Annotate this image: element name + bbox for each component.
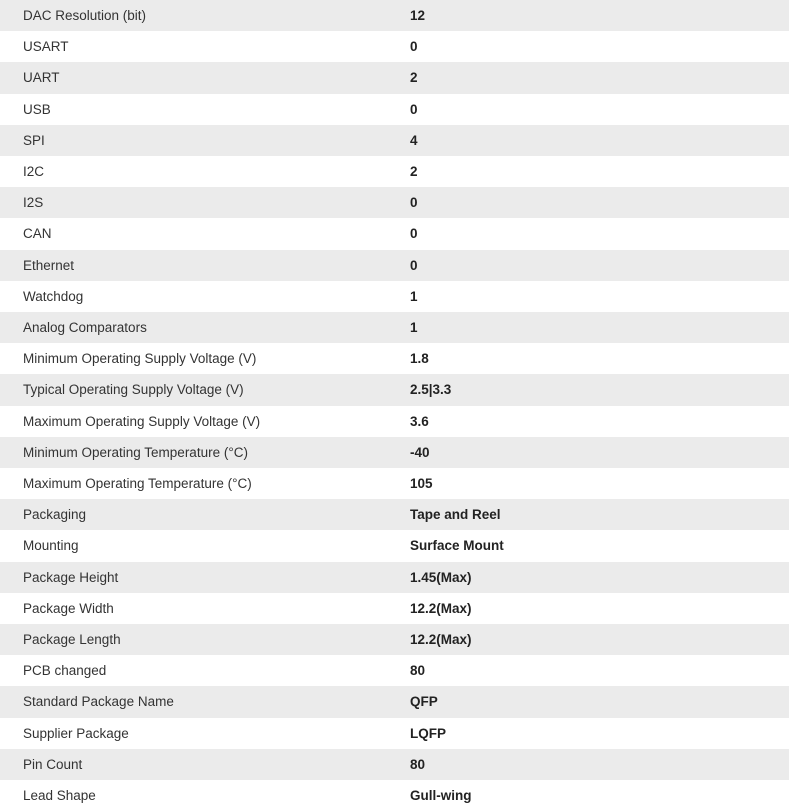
spec-value: 80 xyxy=(410,663,426,679)
spec-row-pcb-changed xyxy=(0,655,789,686)
spec-row-i2s xyxy=(0,187,789,218)
spec-label: USART xyxy=(23,39,69,55)
spec-row-package-length xyxy=(0,624,789,655)
spec-label: Analog Comparators xyxy=(23,320,147,336)
spec-label: Minimum Operating Supply Voltage (V) xyxy=(23,351,257,367)
spec-row-watchdog xyxy=(0,281,789,312)
spec-row-package-width xyxy=(0,593,789,624)
spec-row-typical-supply-voltage xyxy=(0,374,789,405)
spec-value: -40 xyxy=(410,444,430,460)
spec-row-uart xyxy=(0,62,789,93)
spec-value: Tape and Reel xyxy=(410,507,501,523)
spec-label: DAC Resolution (bit) xyxy=(23,8,147,23)
spec-label: I2C xyxy=(23,164,45,180)
spec-label: Ethernet xyxy=(23,257,75,273)
spec-row-analog-comparators xyxy=(0,312,789,343)
spec-value: 12.2(Max) xyxy=(410,600,472,616)
spec-label: PCB changed xyxy=(23,663,107,679)
spec-value: Gull-wing xyxy=(410,788,472,804)
spec-row-mounting xyxy=(0,530,789,561)
spec-label: Watchdog xyxy=(23,288,84,304)
spec-label: Minimum Operating Temperature (°C) xyxy=(23,444,248,460)
spec-label: Maximum Operating Supply Voltage (V) xyxy=(23,413,261,429)
spec-value: 4 xyxy=(410,132,418,148)
spec-label: Mounting xyxy=(23,538,79,554)
spec-row-spi xyxy=(0,125,789,156)
spec-row-dac-resolution xyxy=(0,0,789,31)
spec-value: 2 xyxy=(410,70,418,86)
spec-value: LQFP xyxy=(410,725,446,741)
spec-label: SPI xyxy=(23,132,45,148)
spec-label: Typical Operating Supply Voltage (V) xyxy=(23,382,244,398)
spec-row-pin-count xyxy=(0,749,789,780)
spec-row-min-operating-temp xyxy=(0,437,789,468)
spec-row-i2c xyxy=(0,156,789,187)
spec-value: 1.8 xyxy=(410,351,429,367)
spec-label: Package Height xyxy=(23,569,119,585)
spec-value: 0 xyxy=(410,195,418,211)
spec-label: Package Width xyxy=(23,600,114,616)
spec-value: 1 xyxy=(410,288,418,304)
spec-label: Supplier Package xyxy=(23,725,129,741)
spec-value: QFP xyxy=(410,694,438,710)
spec-row-max-operating-temp xyxy=(0,468,789,499)
spec-row-can xyxy=(0,218,789,249)
spec-value: Surface Mount xyxy=(410,538,504,554)
spec-value: 12 xyxy=(410,8,426,23)
spec-label: Pin Count xyxy=(23,756,83,772)
spec-label: Maximum Operating Temperature (°C) xyxy=(23,476,252,492)
spec-value: 1 xyxy=(410,320,418,336)
spec-value: 12.2(Max) xyxy=(410,632,472,648)
spec-row-ethernet xyxy=(0,250,789,281)
spec-value: 2.5|3.3 xyxy=(410,382,452,398)
spec-value: 0 xyxy=(410,101,418,117)
spec-value: 3.6 xyxy=(410,413,429,429)
spec-row-supplier-package xyxy=(0,718,789,749)
spec-row-lead-shape xyxy=(0,780,789,811)
spec-label: I2S xyxy=(23,195,44,211)
spec-label: USB xyxy=(23,101,51,117)
spec-row-package-height xyxy=(0,562,789,593)
spec-label: UART xyxy=(23,70,60,86)
spec-value: 80 xyxy=(410,756,426,772)
spec-value: 105 xyxy=(410,476,433,492)
spec-row-usb xyxy=(0,94,789,125)
spec-label: Packaging xyxy=(23,507,87,523)
spec-row-packaging xyxy=(0,499,789,530)
spec-row-max-supply-voltage xyxy=(0,406,789,437)
spec-value: 2 xyxy=(410,164,418,180)
spec-value: 0 xyxy=(410,226,418,242)
spec-label: CAN xyxy=(23,226,52,242)
spec-value: 0 xyxy=(410,257,418,273)
spec-label: Package Length xyxy=(23,632,121,648)
spec-row-standard-package-name xyxy=(0,686,789,717)
spec-row-min-supply-voltage xyxy=(0,343,789,374)
spec-value: 0 xyxy=(410,39,418,55)
spec-label: Lead Shape xyxy=(23,788,96,804)
spec-value: 1.45(Max) xyxy=(410,569,472,585)
spec-label: Standard Package Name xyxy=(23,694,174,710)
spec-row-usart xyxy=(0,31,789,62)
